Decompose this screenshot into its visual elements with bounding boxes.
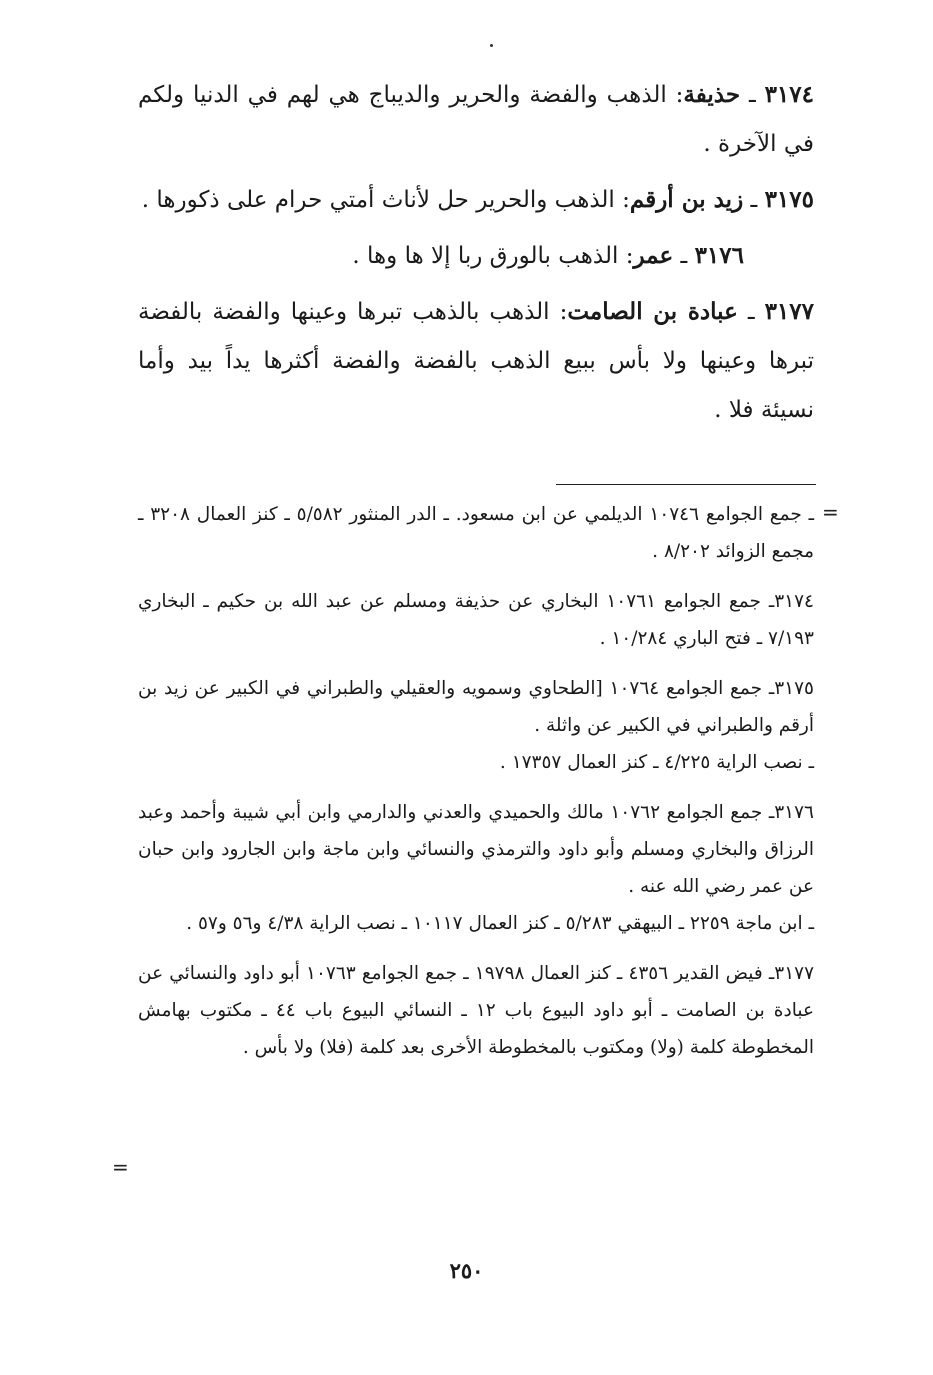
footnote-line: ٣١٧٤ـ جمع الجوامع ١٠٧٦١ البخاري عن حذيفة ومسلم عن عبد الله بن حكيم ـ البخاري ٧/١٩٣ ـ فتح الباري ١٠/٢٨٤ . <box>138 591 814 649</box>
narrator-name: عمر <box>633 242 674 269</box>
footnote-line: ـ نصب الراية ٤/٢٢٥ ـ كنز العمال ١٧٣٥٧ . <box>499 752 814 773</box>
hadith-number: ٣١٧٧ <box>764 298 814 325</box>
footnote <box>138 583 814 657</box>
hadith-text: الذهب والحرير حل لأناث أمتي حرام على ذكورها . <box>141 187 615 213</box>
narrator-name: زيد بن أرقم <box>629 186 744 213</box>
footnote-line: ٣١٧٥ـ جمع الجوامع ١٠٧٦٤ [الطحاوي وسمويه والعقيلي والطبراني في الكبير عن زيد بن أرقم والطبراني في الكبير عن واثلة . <box>138 678 814 736</box>
hadith-entry: ٣١٧٥ ـ زيد بن أرقم: الذهب والحرير حل لأناث أمتي حرام على ذكورها . <box>141 186 814 213</box>
hadith-entry: ٣١٧٧ ـ عبادة بن الصامت: الذهب بالذهب تبرها وعينها والفضة بالفضة تبرها وعينها ولا بأس ببيع الذهب بالفضة والفضة أكثرها يداً بيد وأما نسيئة فلا . <box>138 298 814 423</box>
footnote-divider <box>556 484 816 485</box>
hadith-entry: ٣١٧٤ ـ حذيفة: الذهب والفضة والحرير والديباج هي لهم في الدنيا ولكم في الآخرة . <box>138 81 814 157</box>
top-dot <box>490 44 493 47</box>
footnote <box>138 496 814 570</box>
hadith-text: الذهب والفضة والحرير والديباج هي لهم في الدنيا ولكم في الآخرة . <box>138 82 814 157</box>
page-number: ٢٥٠ <box>449 1258 484 1283</box>
continuation-mark: = <box>822 500 839 524</box>
hadith-entry: ٣١٧٦ ـ عمر: الذهب بالورق ربا إلا ها وها . <box>352 242 744 269</box>
hadith-text: الذهب بالذهب تبرها وعينها والفضة بالفضة تبرها وعينها ولا بأس ببيع الذهب بالفضة والفضة أكثرها يداً بيد وأما نسيئة فلا . <box>138 299 814 423</box>
footnote <box>138 670 814 781</box>
hadith-entries <box>138 70 814 441</box>
hadith-number: ٣١٧٥ <box>764 186 814 213</box>
hadith-text: الذهب بالورق ربا إلا ها وها . <box>352 243 619 269</box>
footnote <box>138 955 814 1066</box>
hadith-number: ٣١٧٤ <box>764 81 814 108</box>
footnote-line: ٣١٧٧ـ فيض القدير ٤٣٥٦ ـ كنز العمال ١٩٧٩٨ ـ جمع الجوامع ١٠٧٦٣ أبو داود والنسائي عن عبادة بن الصامت ـ أبو داود البيوع باب ١٢ ـ النسائي البيوع باب ٤٤ ـ مكتوب بهامش المخطوطة كلمة (ولا) ومكتوب بالمخطوطة الأخرى بعد كلمة (فلا) ولا بأس . <box>138 963 815 1058</box>
hadith-number: ٣١٧٦ <box>694 242 744 269</box>
footnote <box>138 794 814 942</box>
narrator-name: عبادة بن الصامت <box>567 298 738 325</box>
footnote-line: ٣١٧٦ـ جمع الجوامع ١٠٧٦٢ مالك والحميدي والعدني والدارمي وابن أبي شيبة وأحمد وعبد الرزاق والبخاري ومسلم وأبو داود والترمذي والنسائي وابن ماجة وابن الجارود وابن حبان عن عمر رضي الله عنه . <box>138 802 814 897</box>
narrator-name: حذيفة <box>683 81 741 108</box>
footnote-line: ـ ابن ماجة ٢٢٥٩ ـ البيهقي ٥/٢٨٣ ـ كنز العمال ١٠١١٧ ـ نصب الراية ٤/٣٨ و٥٦ و٥٧ . <box>186 913 814 934</box>
footnote-line: ـ جمع الجوامع ١٠٧٤٦ الديلمي عن ابن مسعود. ـ الدر المنثور ٥/٥٨٢ ـ كنز العمال ٣٢٠٨ ـ مجمع الزوائد ٨/٢٠٢ . <box>138 504 814 562</box>
footnotes <box>138 496 814 1079</box>
end-mark: = <box>112 1155 129 1179</box>
